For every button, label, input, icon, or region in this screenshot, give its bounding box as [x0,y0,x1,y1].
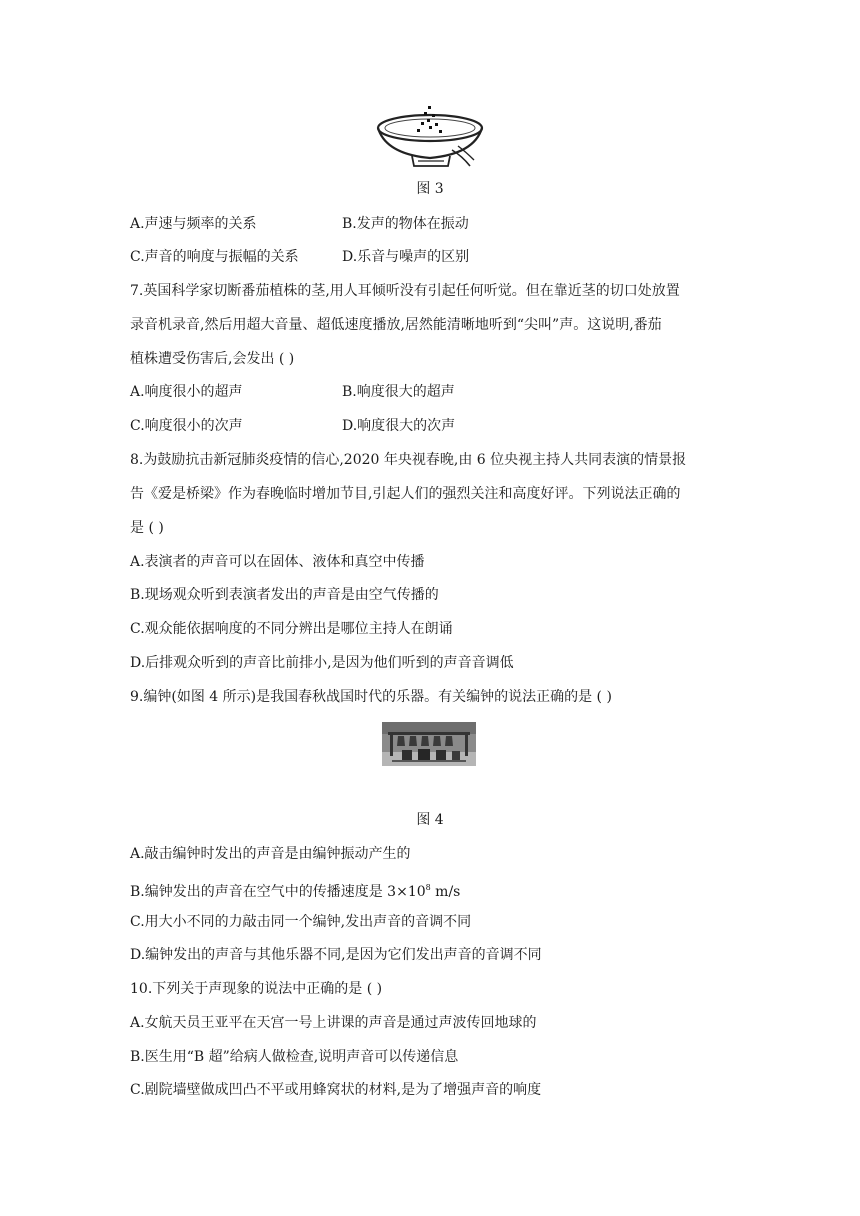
option-a: A.声速与频率的关系 [130,216,257,232]
option-b: B.响度很大的超声 [342,384,455,400]
option-b: B.发声的物体在振动 [342,216,469,232]
option-row [130,382,455,402]
bells-photo [382,722,476,766]
q8-stem-line-3: 是 ( ) [130,520,164,536]
bowl-figure [372,100,490,172]
option-c: C.用大小不同的力敲击同一个编钟,发出声音的音调不同 [130,914,472,930]
option-b: B.现场观众听到表演者发出的声音是由空气传播的 [130,587,439,603]
option-d: D.后排观众听到的声音比前排小,是因为他们听到的声音音调低 [130,655,514,671]
q7-stem-line-3: 植株遭受伤害后,会发出 ( ) [130,351,295,367]
unit: m/s [430,884,461,900]
figure-4-caption: 图 4 [416,812,444,828]
option-c: C.响度很小的次声 [130,418,243,434]
option-a: A.敲击编钟时发出的声音是由编钟振动产生的 [130,846,411,862]
option-row [130,214,469,234]
option-b-text: B.编钟发出的声音在空气中的传播速度是 3×10 [130,884,426,900]
option-c: C.观众能依据响度的不同分辨出是哪位主持人在朗诵 [130,621,453,637]
q7-stem-line-2: 录音机录音,然后用超大音量、超低速度播放,居然能清晰地听到“尖叫”声。这说明,番茄 [130,317,662,333]
option-d: D.响度很大的次声 [342,418,456,434]
q10-stem: 10.下列关于声现象的说法中正确的是 ( ) [130,981,383,997]
option-a: A.响度很小的超声 [130,384,243,400]
q8-stem-line-1: 8.为鼓励抗击新冠肺炎疫情的信心,2020 年央视春晚,由 6 位央视主持人共同表演的情景报 [130,452,687,468]
q9-stem: 9.编钟(如图 4 所示)是我国春秋战国时代的乐器。有关编钟的说法正确的是 ( ) [130,689,612,705]
option-a: A.女航天员王亚平在天宫一号上讲课的声音是通过声波传回地球的 [130,1015,537,1031]
option-b: B.医生用“B 超”给病人做检查,说明声音可以传递信息 [130,1049,459,1065]
option-b [130,878,460,902]
option-row [130,247,470,267]
option-d: D.编钟发出的声音与其他乐器不同,是因为它们发出声音的音调不同 [130,947,542,963]
q7-stem-line-1: 7.英国科学家切断番茄植株的茎,用人耳倾听没有引起任何听觉。但在靠近茎的切口处放置 [130,283,680,299]
q8-stem-line-2: 告《爱是桥梁》作为春晚临时增加节目,引起人们的强烈关注和高度好评。下列说法正确的 [130,486,681,502]
figure-3-caption: 图 3 [416,181,444,197]
option-c: C.声音的响度与振幅的关系 [130,249,299,265]
option-a: A.表演者的声音可以在固体、液体和真空中传播 [130,554,425,570]
option-d: D.乐音与噪声的区别 [342,249,470,265]
exponent: 8 [425,883,431,892]
option-c: C.剧院墙壁做成凹凸不平或用蜂窝状的材料,是为了增强声音的响度 [130,1082,542,1098]
option-row [130,416,456,436]
